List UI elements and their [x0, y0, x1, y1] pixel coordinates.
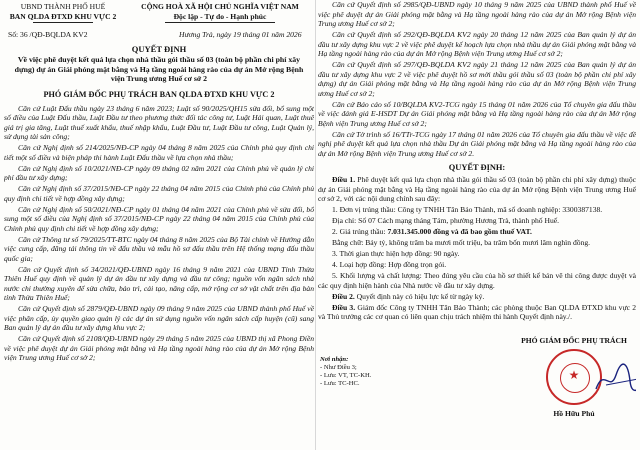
document-number: Số: 36 /QĐ-BQLDA KV2	[8, 30, 88, 39]
signer-title: PHÓ GIÁM ĐỐC PHỤ TRÁCH	[521, 336, 627, 345]
legal-basis-item: Căn cứ Nghị định số 10/2021/NĐ-CP ngày 09 tháng 02 năm 2021 của Chính phủ về quản lý chi phí đầu tư xây dựng;	[4, 163, 314, 182]
legal-basis-item: Căn cứ Thông tư số 79/2025/TT-BTC ngày 04 tháng 8 năm 2025 của Bộ Tài chính về Hướng dẫn việc cung cấp, đăng tải thông tin về đấu thầu và mẫu hồ sơ đấu thầu trên Hệ thống mạng đấu thầu quốc gia;	[4, 234, 314, 263]
legal-basis-item: Căn cứ Quyết định số 2108/QĐ-UBND ngày 29 tháng 5 năm 2025 của UBND thị xã Phong Điền về việc phê duyệt dự án Giải phóng mặt bằng và Hạ tầng ngoài hàng rào của dự án Mở rộng Bệnh viện Trung ương Huế cơ sở 2;	[4, 334, 314, 362]
legal-basis-item: Căn cứ Quyết định số 34/2021/QĐ-UBND ngày 16 tháng 9 năm 2021 của UBND Tỉnh Thừa Thiên Huế quy định về quản lý dự án đầu tư xây dựng và đầu tư công; nguồn vốn ngân sách nhà nước chi thường xuyên để sửa chữa, bảo trì, cải tạo, nâng cấp, mở rộng cơ sở vật chất trên địa bàn tỉnh Thừa Thiên Huế;	[4, 264, 314, 302]
article-1-text: Phê duyệt kết quả lựa chọn nhà thầu gói thầu số 03 (toàn bộ phần chi phí xây dựng) thuộc dự án Giải phóng mặt bằng và Hạ tầng ngoài hàng rào của dự án Mở rộng Bệnh viện Trung ương Huế cơ sở 2, với các nội dung chính sau đây:	[318, 175, 636, 203]
legal-basis-item: Căn cứ Tờ trình số 16/TTr-TCG ngày 17 tháng 01 năm 2026 của Tổ chuyên gia đấu thầu về việc đề nghị phê duyệt kết quả lựa chọn nhà thầu Dự án Giải phóng mặt bằng và Hạ tầng ngoài hàng rào của dự án Mở rộng Bệnh viện Trung ương Huế cơ sở 2.	[318, 129, 636, 158]
article-2	[318, 292, 636, 302]
article-1	[318, 175, 636, 204]
national-motto	[126, 2, 314, 23]
article-2-text: Quyết định này có hiệu lực kể từ ngày ký.	[354, 291, 485, 301]
winning-price-value: 7.031.345.000 đồng và đã bao gồm thuế VAT.	[387, 227, 532, 236]
contract-type: 4. Loại hợp đồng: Hợp đồng trọn gói.	[332, 260, 447, 269]
recipient-item: - Lưu: TC-HC.	[320, 380, 360, 387]
article-2-label: Điều 2.	[332, 291, 355, 301]
nation-line2: Độc lập - Tự do - Hạnh phúc	[173, 11, 267, 21]
recipients	[320, 356, 440, 388]
article-1-label: Điều 1.	[332, 175, 356, 184]
signer-name: Hồ Hữu Phú	[553, 409, 595, 418]
legal-basis-item: Căn cứ Nghị định số 214/2025/NĐ-CP ngày 04 tháng 8 năm 2025 của Chính phủ quy định chi tiết một số điều và biện pháp thi hành Luật Đấu thầu về lựa chọn nhà thầu;	[4, 143, 314, 162]
issuing-agency	[4, 2, 122, 23]
document-meta	[4, 30, 314, 42]
contract-duration: 3. Thời gian thực hiện hợp đồng: 90 ngày.	[332, 249, 460, 258]
winning-bidder: 1. Đơn vị trúng thầu: Công ty TNHH Tân Bảo Thành, mã số doanh nghiệp: 3300387138.	[332, 205, 603, 214]
document-header	[4, 0, 314, 30]
nation-line1: CỘNG HOÀ XÃ HỘI CHỦ NGHĨA VIỆT NAM	[141, 2, 299, 11]
winning-price-label: 2. Giá trúng thầu:	[332, 227, 388, 236]
legal-basis-item: Căn cứ Quyết định số 292/QĐ-BQLDA KV2 ngày 20 tháng 12 năm 2025 của Ban quản lý dự án đầu tư xây dựng khu vực 2 về việc phê duyệt kế hoạch lựa chọn nhà thầu dự án Giải phóng mặt bằng và Hạ tầng ngoài hàng rào của dự án Mở rộng Bệnh viện Trung ương Huế cơ sở 2;	[318, 30, 636, 58]
legal-basis-item: Căn cứ Quyết định số 297/QĐ-BQLDA KV2 ngày 21 tháng 12 năm 2025 của Ban quản lý dự án đầu tư xây dựng khu vực 2 về việc phê duyệt hồ sơ mời thầu gói thầu số 03 (toàn bộ phần chi phí xây dựng) dự án Giải phóng mặt bằng và Hạ tầng ngoài hàng rào của dự án Mở rộng Bệnh viện Trung ương Huế cơ sở 2;	[318, 60, 636, 98]
article-3	[318, 303, 636, 322]
decision-heading: QUYẾT ĐỊNH:	[448, 163, 506, 172]
legal-basis-item: Căn cứ Báo cáo số 10/BQLDA KV2-TCG ngày 15 tháng 01 năm 2026 của Tổ chuyên gia đấu thầu về việc đánh giá E-HSDT Dự án Giải phóng mặt bằng và Hạ tầng ngoài hàng rào của dự án Mở rộng Bệnh viện Trung ương Huế cơ sở 2;	[318, 99, 636, 128]
page-divider	[315, 0, 316, 450]
document-title: QUYẾT ĐỊNH	[131, 44, 187, 54]
recipient-item: - Như Điều 3;	[320, 364, 357, 371]
article-3-text: Giám đốc Công ty TNHH Tân Bảo Thành; các phòng thuộc Ban QLDA ĐTXD khu vực 2 và Thủ trưởng các cơ quan có liên quan chịu trách nhiệm thi hành Quyết định này./.	[318, 302, 636, 321]
left-page	[4, 0, 314, 450]
agency-line1: UBND THÀNH PHỐ HUẾ	[20, 2, 106, 11]
official-seal-icon	[546, 349, 602, 405]
seal-star-icon: ★	[568, 368, 580, 382]
authority-heading: PHÓ GIÁM ĐỐC PHỤ TRÁCH BAN QLDA ĐTXD KHU VỰC 2	[43, 89, 275, 99]
recipients-heading: Nơi nhận:	[320, 356, 349, 363]
article-3-label: Điều 3.	[332, 302, 356, 312]
legal-basis-item: Căn cứ Nghị định số 50/2021/NĐ-CP ngày 01 tháng 04 năm 2021 của Chính phủ về sửa đổi, bổ sung một số điều của Nghị định số 37/2015/NĐ-CP ngày 22 tháng 04 năm 2015 của Chính phủ của Chính phủ quy định chi tiết về hợp đồng xây dựng;	[4, 204, 314, 233]
agency-underline	[33, 22, 93, 23]
quantity-quality: 5. Khối lượng và chất lượng: Theo đúng yêu cầu của hồ sơ thiết kế bản vẽ thi công được duyệt và các quy định hiện hành của Nhà nước về đầu tư xây dựng.	[318, 271, 636, 290]
winning-price	[318, 227, 636, 237]
legal-basis-item: Căn cứ Quyết định số 2879/QĐ-UBND ngày 09 tháng 9 năm 2025 của UBND thành phố Huế về việc phân cấp, ủy quyền giao quản lý các dự án sử dụng nguồn vốn ngân sách cấp huyện (cũ) sang Ban quản lý dự án đầu tư xây dựng khu vực 2;	[4, 304, 314, 332]
right-page	[318, 0, 636, 450]
motto-underline	[165, 22, 275, 23]
price-in-words: Bằng chữ: Bảy tỷ, không trăm ba mươi mốt triệu, ba trăm bốn mươi lăm nghìn đồng.	[332, 238, 591, 247]
document-subject: Về việc phê duyệt kết quả lựa chọn nhà thầu gói thầu số 03 (toàn bộ phần chi phí xây dựng) dự án Giải phóng mặt bằng và Hạ tầng ngoài hàng rào của dự án Mở rộng Bệnh viện Trung ương Huế cơ sở 2	[14, 55, 304, 83]
bidder-address: Địa chỉ: Số 07 Cách mạng tháng Tám, phường Hương Trà, thành phố Huế.	[332, 216, 560, 225]
legal-basis-item: Căn cứ Nghị định số 37/2015/NĐ-CP ngày 22 tháng 04 năm 2015 của Chính phủ của Chính phủ quy định chi tiết về hợp đồng xây dựng;	[4, 184, 314, 203]
legal-basis-item: Căn cứ Luật Đấu thầu ngày 23 tháng 6 năm 2023; Luật số 90/2025/QH15 sửa đổi, bổ sung một số điều của Luật Đấu thầu, Luật Đầu tư theo phương thức đối tác công tư, Luật Hải quan, Luật thuế giá trị gia tăng, Luật thuế xuất khẩu, thuế nhập khẩu, Luật Đầu tư, Luật Đầu tư công, Luật Quản lý, sử dụng tài sản công;	[4, 103, 314, 141]
handwritten-signature-icon	[594, 359, 636, 399]
recipient-item: - Lưu: VT, TC-KH.	[320, 372, 372, 379]
document-date: Hương Trà, ngày 19 tháng 01 năm 2026	[179, 30, 302, 39]
agency-line2: BAN QLDA ĐTXD KHU VỰC 2	[9, 11, 117, 21]
signature-block	[514, 336, 634, 418]
legal-basis-item: Căn cứ Quyết định số 2985/QĐ-UBND ngày 10 tháng 9 năm 2025 của UBND thành phố Huế về việc phê duyệt dự án Giải phóng mặt bằng và Hạ tầng ngoài hàng rào của dự án Mở rộng Bệnh viện Trung ương Huế cơ sở 2;	[318, 0, 636, 28]
